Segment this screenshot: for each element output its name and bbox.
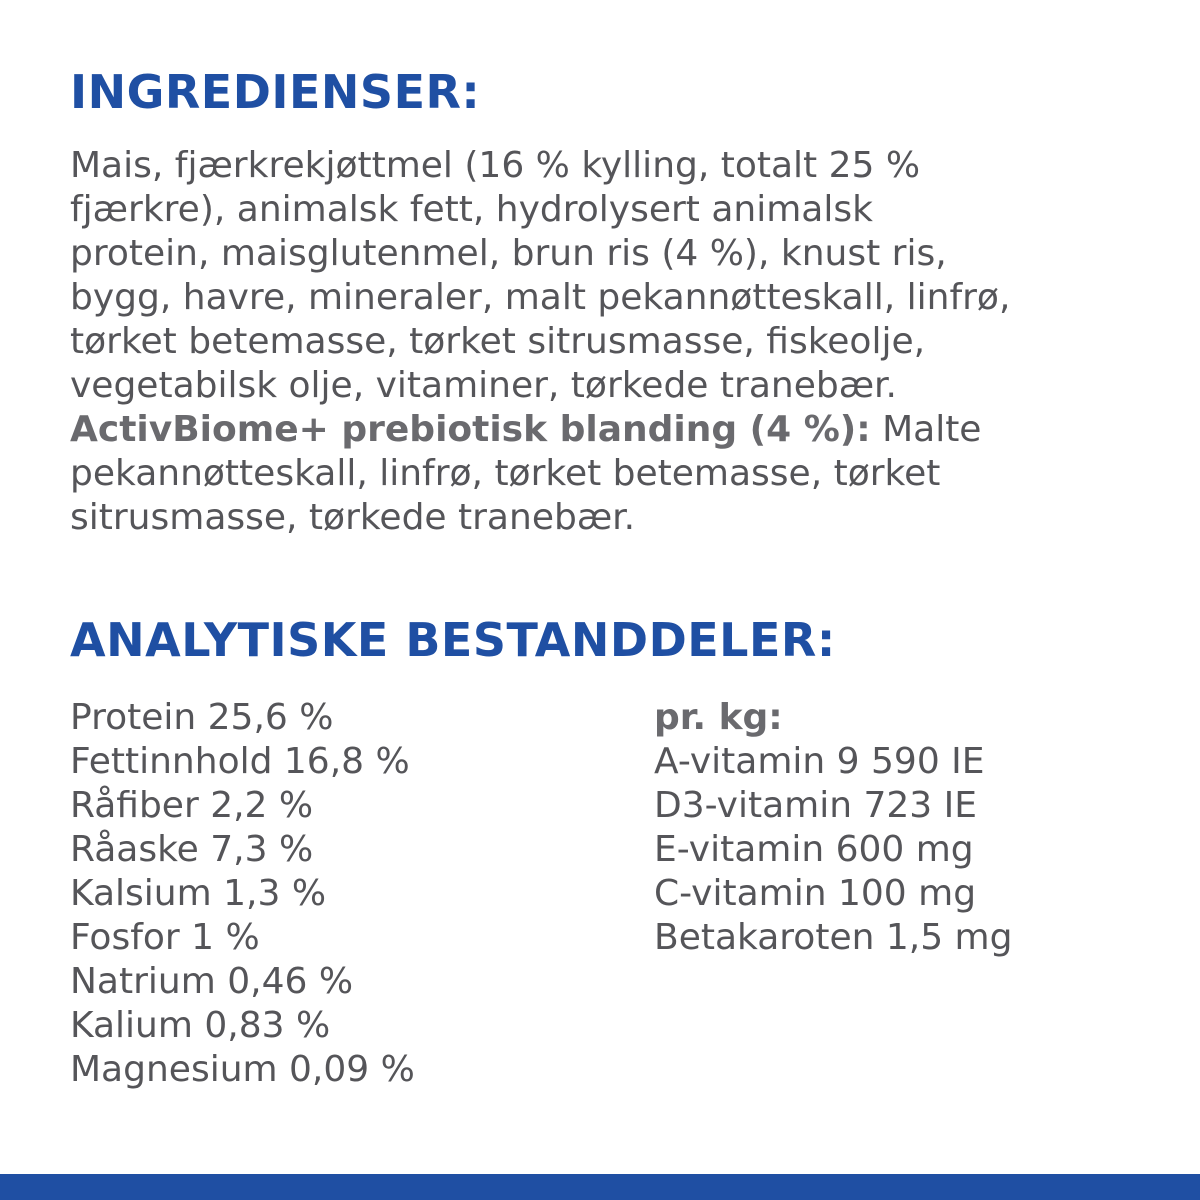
per-kg-heading: pr. kg: [654,697,783,738]
ingredients-text [70,144,1170,540]
vitamin-item: E-vitamin 600 mg [654,829,974,870]
vitamin-item: C-vitamin 100 mg [654,873,977,914]
analysis-item: Protein 25,6 % [70,697,334,738]
analysis-item: Kalsium 1,3 % [70,873,327,914]
ingredients-line: bygg, havre, mineraler, malt pekannøtteskall, linfrø, [70,277,1011,318]
prebiotic-first-line [70,408,1170,452]
analysis-item: Kalium 0,83 % [70,1005,331,1046]
analysis-item: Natrium 0,46 % [70,961,354,1002]
vitamin-item: A-vitamin 9 590 IE [654,741,985,782]
bottom-brand-bar [0,1174,1200,1200]
prebiotic-label: ActivBiome+ prebiotisk blanding (4 %): [70,409,871,450]
analysis-item: Fosfor 1 % [70,917,260,958]
analysis-item: Råaske 7,3 % [70,829,314,870]
prebiotic-line: sitrusmasse, tørkede tranebær. [70,497,636,538]
vitamin-item: D3-vitamin 723 IE [654,785,977,826]
analysis-per-kg-list [654,696,1012,960]
analytics-heading: ANALYTISKE BESTANDDELER: [70,613,836,667]
ingredients-line: Mais, fjærkrekjøttmel (16 % kylling, totalt 25 % [70,145,921,186]
ingredients-heading: INGREDIENSER: [70,65,481,119]
prebiotic-line: pekannøtteskall, linfrø, tørket betemasse, tørket [70,453,941,494]
ingredients-line: fjærkre), animalsk fett, hydrolysert animalsk [70,189,873,230]
ingredients-line: tørket betemasse, tørket sitrusmasse, fiskeolje, [70,321,926,362]
prebiotic-text-start: Malte [870,409,982,450]
analysis-item: Fettinnhold 16,8 % [70,741,410,782]
analysis-item: Råfiber 2,2 % [70,785,314,826]
ingredients-line: vegetabilsk olje, vitaminer, tørkede tranebær. [70,365,897,406]
vitamin-item: Betakaroten 1,5 mg [654,917,1013,958]
analysis-percent-list [70,696,415,1092]
ingredients-line: protein, maisglutenmel, brun ris (4 %), knust ris, [70,233,947,274]
analysis-item: Magnesium 0,09 % [70,1049,415,1090]
